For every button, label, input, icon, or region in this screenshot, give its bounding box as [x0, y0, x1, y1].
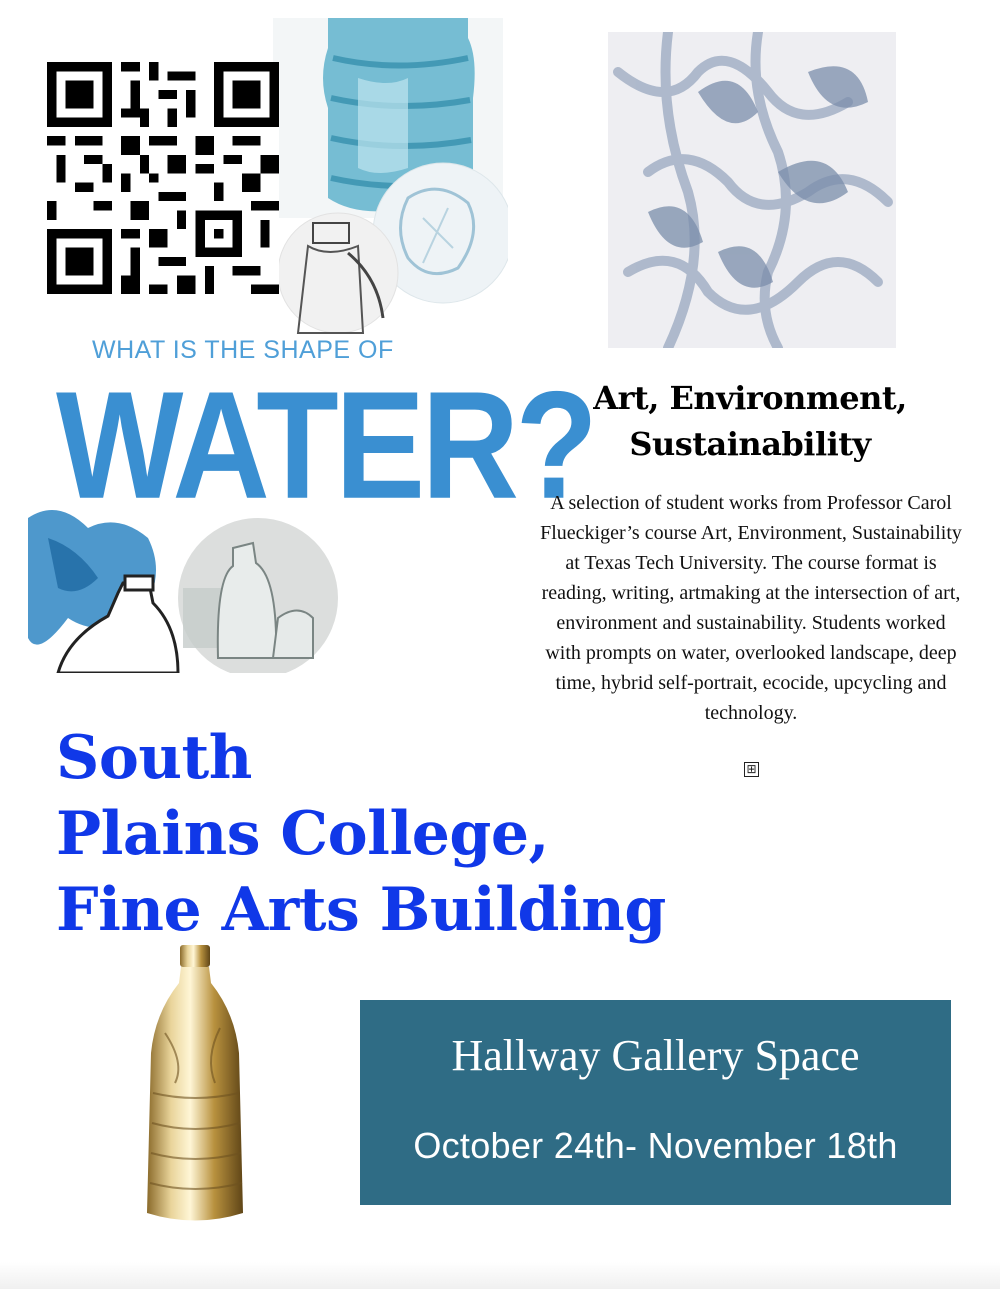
shape-of-text: WHAT IS THE SHAPE OF: [92, 336, 394, 364]
gallery-info-box: [360, 1000, 951, 1205]
expand-icon[interactable]: ⊞: [744, 762, 759, 777]
page-bottom-edge: [0, 1262, 1000, 1289]
exhibit-title-line2: Sustainability: [629, 425, 871, 463]
exhibit-title: [560, 375, 940, 467]
qr-code[interactable]: [47, 62, 279, 294]
gallery-dates: October 24th- November 18th: [413, 1125, 898, 1166]
water-headline: WATER?: [56, 359, 595, 531]
exhibit-title-line1: Art, Environment,: [593, 379, 907, 417]
venue-line3: Fine Arts Building: [56, 875, 666, 945]
exhibit-description: A selection of student works from Professor Carol Flueckiger’s course Art, Environment, Sustainability at Texas Tech University. The course format is reading, writing, artmaking at the intersection of art, environment and sustainability. Students worked with prompts on water, overlooked landscape, deep time, hybrid self-portrait, ecocide, upcycling and technology.: [540, 492, 962, 724]
watercolor-leaves-artwork: [608, 32, 896, 348]
venue-line2: Plains College,: [56, 799, 549, 869]
gold-bottle-image: [135, 943, 255, 1228]
venue-line1: South: [56, 723, 252, 793]
venue-heading: [56, 720, 816, 948]
gallery-title: Hallway Gallery Space: [451, 1031, 860, 1080]
